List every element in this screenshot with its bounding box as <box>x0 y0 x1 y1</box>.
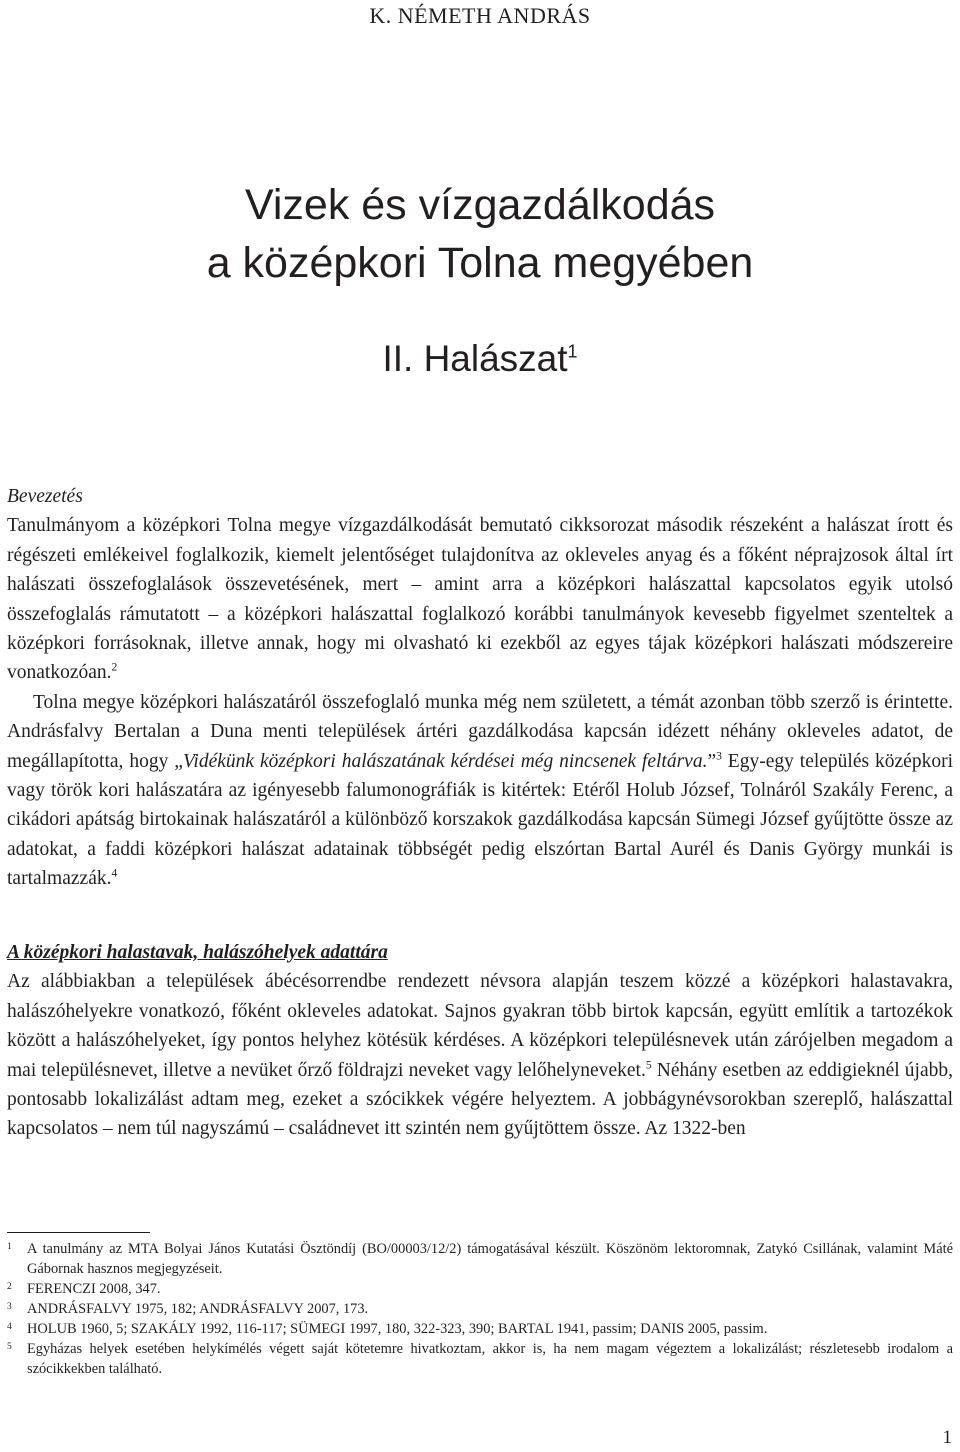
footnote-ref[interactable]: 3 <box>716 750 722 763</box>
footnote <box>7 1319 953 1339</box>
article-title-line-2: a középkori Tolna megyében <box>206 239 754 287</box>
paragraph-text: Egy-egy település középkori vagy török kori halászatára az igényesebb falumonográfiák is kitértek: Etéről Holub József, Tolnáról Szakály Ferenc, a cikádori apátság birtokainak halászatáról a különböző korszakok gazdálkodása kapcsán Sümegi József gyűjtötte össze az adatokat, a faddi középkori halászat adatainak többségét pedig elszórtan Bartal Aurél és Danis György munkái is tartalmazzák. <box>7 750 953 890</box>
section-heading-introduction: Bevezetés <box>7 486 83 507</box>
footnote <box>7 1239 953 1279</box>
footnote-number: 5 <box>7 1342 12 1352</box>
footnote-number: 3 <box>7 1302 12 1312</box>
footnote-ref[interactable]: 2 <box>111 661 118 674</box>
body-paragraph <box>7 967 953 1143</box>
paragraph-text: Tolna megye középkori halászatáról összefoglaló munka még nem született, a témát azonban több szerző is érintette. Andrásfalvy Bertalan a Duna menti települések ártéri gazdálkodása kapcsán idézett néhány okleveles adatot, de megállapította, hogy „ <box>7 691 953 772</box>
body-paragraph <box>7 511 953 687</box>
footnote-number: 4 <box>7 1322 12 1332</box>
quotation: Vidékünk középkori halászatának kérdései még nincsenek feltárva. <box>182 750 708 772</box>
footnote-text: Egyházas helyek esetében helykímélés végett saját kötetemre hivatkoztam, akkor is, ha nem magam végeztem a lokalizálást; részletesebb irodalom a szócikkekben található. <box>27 1341 953 1377</box>
running-head-author: K. NÉMETH ANDRÁS <box>369 3 591 28</box>
part-heading-text: II. Halászat <box>382 338 568 379</box>
footnote-ref[interactable]: 4 <box>111 867 118 880</box>
gazetteer-section <box>7 938 953 1144</box>
introduction-section <box>7 482 953 894</box>
footnote-number: 2 <box>7 1282 12 1292</box>
footnote <box>7 1339 953 1379</box>
footnote-text: HOLUB 1960, 5; SZAKÁLY 1992, 116-117; SÜMEGI 1997, 180, 322-323, 390; BARTAL 1941, passim; DANIS 2005, passim. <box>27 1321 768 1337</box>
footnotes <box>7 1239 953 1379</box>
page-number: 1 <box>942 1427 952 1448</box>
closing-quote-mark: ” <box>707 750 717 772</box>
footnote-text: A tanulmány az MTA Bolyai János Kutatási Ösztöndíj (BO/00003/12/2) támogatásával készült. Köszönöm lektoromnak, Zatykó Csillának, valamint Máté Gábornak hasznos megjegyzéseit. <box>27 1241 953 1277</box>
footnote-number: 1 <box>7 1242 12 1252</box>
part-heading <box>0 336 960 382</box>
footnote-ref[interactable]: 1 <box>567 341 578 362</box>
section-heading-gazetteer: A középkori halastavak, halászóhelyek adattára <box>7 942 388 963</box>
footnote <box>7 1279 953 1299</box>
paragraph-text: Az alábbiakban a települések ábécésorrendbe rendezett névsora alapján teszem közzé a középkori halastavakra, halászóhelyekre vonatkozó, főként okleveles adatokat. Sajnos gyakran több birtok kapcsán, együtt említik a tartozékok között a halászóhelyeket, így pontos helyhez kötésük kérdéses. A középkori településnevek után zárójelben megadom a mai településnevet, illetve a nevüket őrző földrajzi neveket vagy lelőhelyneveket. <box>7 971 953 1081</box>
paragraph-text: Tanulmányom a középkori Tolna megye vízgazdálkodását bemutató cikksorozat második részeként a halászat írott és régészeti emlékeivel foglalkozik, kiemelt jelentőséget tulajdonítva az okleveles anyag és a főként néprajzosok által írt halászati összefoglalások összevetésének, mert – amint arra a középkori halászattal kapcsolatos egyik utolsó összefoglalás rámutatott – a középkori halászattal foglalkozó korábbi tanulmányok kevesebb figyelmet szenteltek a középkori forrásoknak, illetve annak, hogy mi olvasható ki ezekből az egyes tájak középkori halászati módszereire vonatkozóan. <box>7 515 953 684</box>
body-paragraph <box>7 688 953 894</box>
footnote <box>7 1299 953 1319</box>
footnote-ref[interactable]: 5 <box>645 1059 652 1072</box>
footnote-text: FERENCZI 2008, 347. <box>27 1281 161 1297</box>
paragraph-text: Néhány esetben az eddigieknél újabb, pontosabb lokalizálást adtam meg, ezeket a szócikkek végére helyeztem. A jobbágynévsorokban szereplő, halászattal kapcsolatos – nem túl nagyszámú – családnevet itt szintén nem gyűjtöttem össze. Az 1322-ben <box>7 1059 953 1140</box>
footnote-divider <box>7 1232 150 1233</box>
footnote-text: ANDRÁSFALVY 1975, 182; ANDRÁSFALVY 2007, 173. <box>27 1301 369 1317</box>
article-title <box>0 176 960 292</box>
article-title-line-1: Vizek és vízgazdálkodás <box>244 181 716 229</box>
